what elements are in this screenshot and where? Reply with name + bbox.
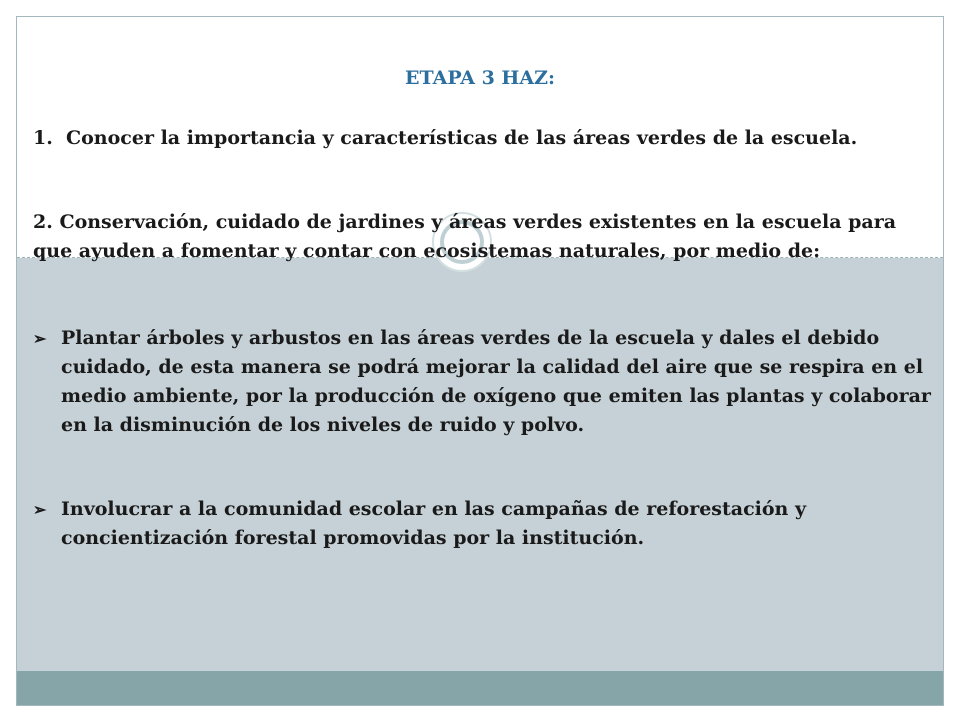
numbered-item-2: 2. Conservación, cuidado de jardines y áreas verdes existentes en la escuela para que ayuden a fomentar y contar con ecosistemas naturales, por medio de: (33, 211, 897, 262)
bullet-text: Plantar árboles y arbustos en las áreas verdes de la escuela y dales el debido cuidado, de esta manera se podrá mejorar la calidad del aire que se respira en el medio ambiente, por la producción de oxígeno que emiten las plantas y colaborar en la disminución de los niveles de ruido y polvo. (61, 327, 931, 436)
bullet-item (33, 324, 938, 440)
arrow-bullet-icon: ➢ (33, 329, 47, 348)
slide-title: ETAPA 3 HAZ: (405, 67, 555, 89)
bullet-item (33, 495, 938, 553)
bullet-text: Involucrar a la comunidad escolar en las campañas de reforestación y concientización forestal promovidas por la institución. (61, 498, 807, 549)
item-text: Conocer la importancia y características de las áreas verdes de la escuela. (66, 127, 858, 149)
numbered-item-1 (33, 124, 893, 153)
arrow-bullet-icon: ➢ (33, 500, 47, 519)
item-number: 1. (33, 127, 53, 149)
